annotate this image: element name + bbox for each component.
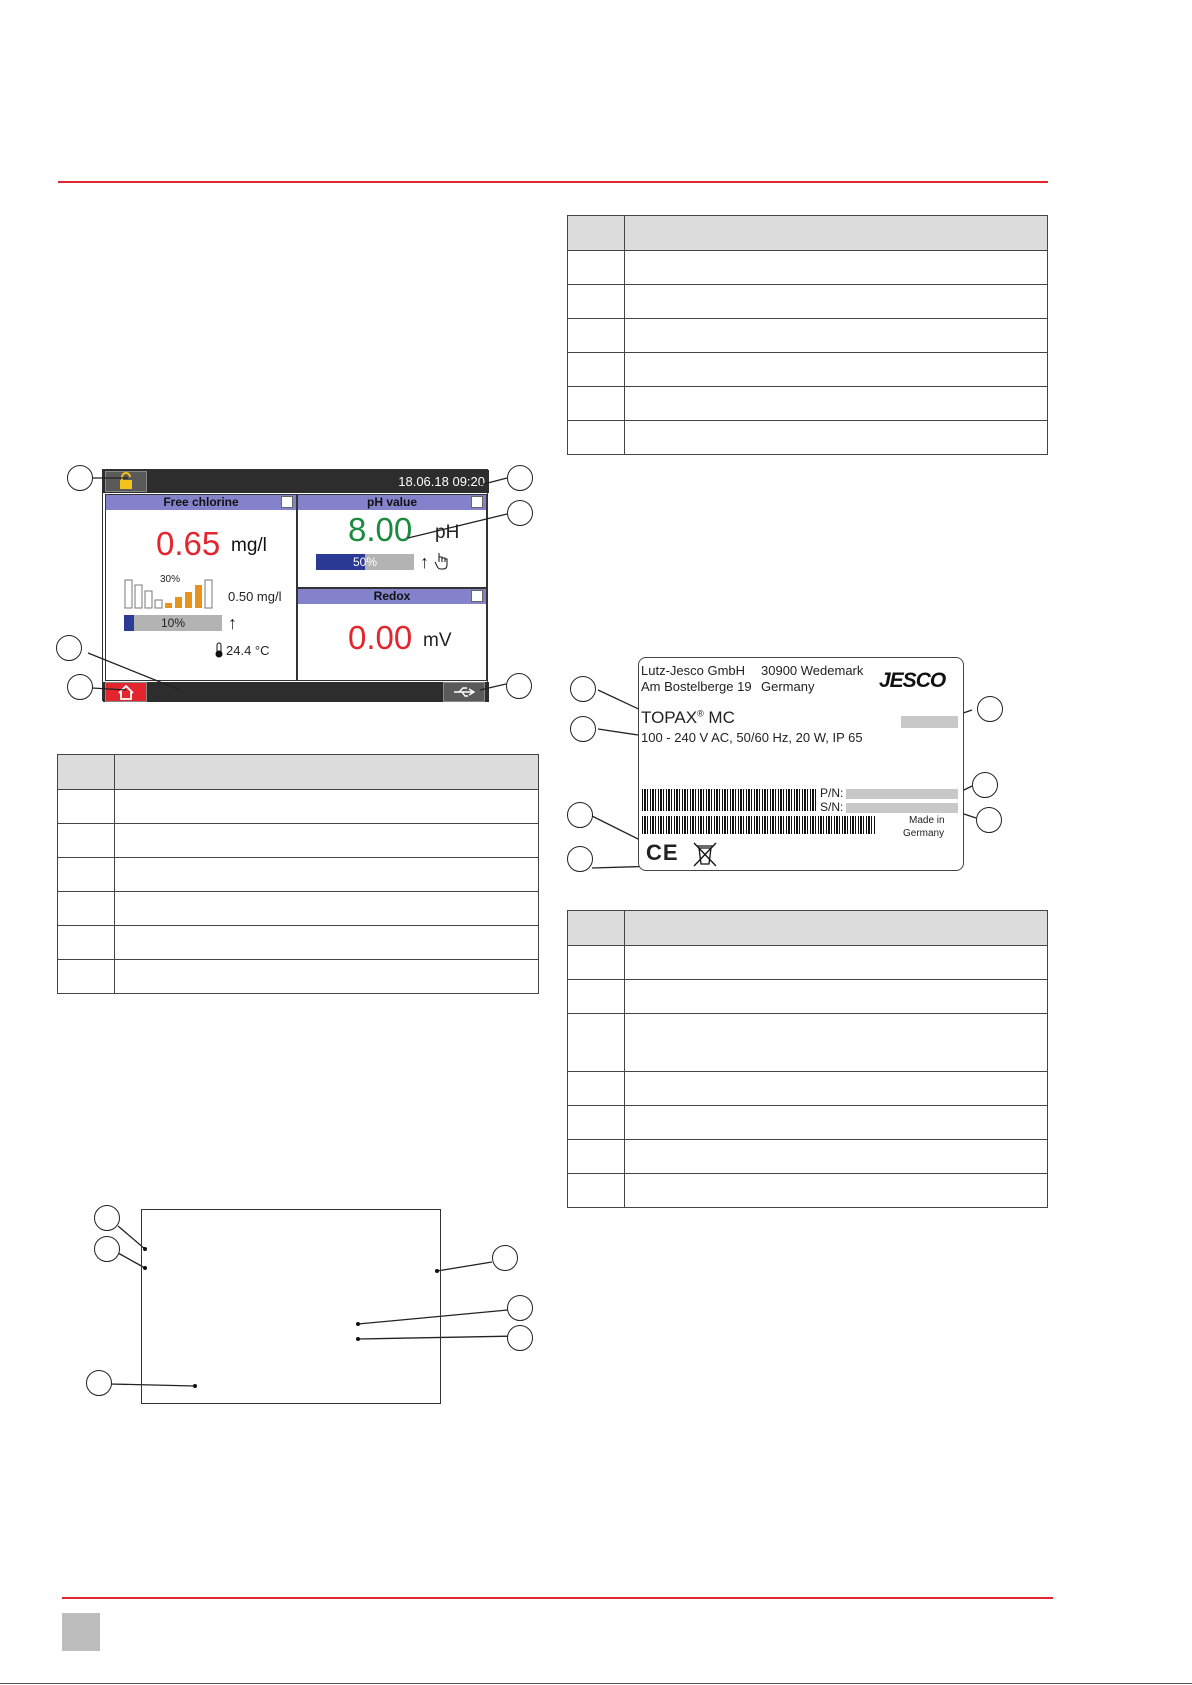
callout-marker <box>507 465 533 491</box>
chlorine-unit: mg/l <box>231 535 267 556</box>
ph-value: 8.00 <box>348 511 413 548</box>
callout-marker <box>507 500 533 526</box>
callout-marker <box>507 1295 533 1321</box>
company-name: Lutz-Jesco GmbH <box>641 663 746 678</box>
callout-marker <box>976 807 1002 833</box>
callout-dot <box>435 1269 439 1273</box>
field-blank <box>901 716 958 728</box>
callout-dot <box>356 1337 360 1341</box>
output-label: 10% <box>160 616 186 630</box>
ce-mark: CE <box>646 840 679 865</box>
callout-marker <box>567 802 593 828</box>
arrow-up-icon: ↑ <box>420 552 429 572</box>
product-name <box>641 708 735 728</box>
callout-dot <box>356 1322 360 1326</box>
made-in: Made in <box>909 815 945 826</box>
type-plate <box>638 657 964 871</box>
callout-marker <box>570 716 596 742</box>
page-bottom-edge <box>0 1683 1192 1684</box>
product-brand: TOPAX <box>641 708 698 727</box>
sn-label: S/N: <box>820 800 844 814</box>
panel-title: Free chlorine <box>106 495 296 510</box>
redox-unit: mV <box>423 630 452 651</box>
jesco-logo: JESCO <box>879 669 946 692</box>
temperature: 24.4 °C <box>226 643 270 658</box>
company-zip-city: 30900 Wedemark <box>761 663 864 678</box>
redox-value: 0.00 <box>348 619 413 656</box>
callout-marker <box>94 1236 120 1262</box>
registered-mark: ® <box>697 708 704 719</box>
barcode-1 <box>642 789 818 811</box>
trend-percent: 30% <box>160 574 181 585</box>
product-model: MC <box>703 708 735 727</box>
legend-table-display <box>57 754 539 994</box>
callout-marker <box>972 772 998 798</box>
callout-dot <box>143 1266 147 1270</box>
setpoint: 0.50 mg/l <box>228 589 282 604</box>
company-street: Am Bostelberge 19 <box>641 679 752 694</box>
callout-marker <box>507 1325 533 1351</box>
footer-rule <box>62 1597 1053 1599</box>
electrical-rating: 100 - 240 V AC, 50/60 Hz, 20 W, IP 65 <box>641 730 863 745</box>
callout-marker <box>492 1245 518 1271</box>
made-in-country: Germany <box>903 828 945 839</box>
callout-marker <box>570 676 596 702</box>
callout-dot <box>143 1247 147 1251</box>
callout-dot <box>193 1384 197 1388</box>
pn-field <box>846 789 958 799</box>
callout-marker <box>67 674 93 700</box>
page-number-box <box>62 1613 100 1651</box>
output-label: 50% <box>352 555 378 569</box>
panel-title: Redox <box>298 589 486 604</box>
legend-table-type-plate <box>567 910 1048 1208</box>
barcode-2 <box>642 816 876 834</box>
sn-field <box>846 803 958 813</box>
callout-marker <box>94 1205 120 1231</box>
company-country: Germany <box>761 679 815 694</box>
arrow-up-icon: ↑ <box>228 613 237 633</box>
weee-bin-icon <box>691 840 719 868</box>
panel-title: pH value <box>298 495 486 510</box>
datetime: 18.06.18 09:20 <box>398 474 485 489</box>
chlorine-value: 0.65 <box>156 525 221 562</box>
callout-marker <box>67 465 93 491</box>
callout-marker <box>56 635 82 661</box>
callout-marker <box>506 673 532 699</box>
pn-label: P/N: <box>820 786 844 800</box>
callout-marker <box>86 1370 112 1396</box>
callout-marker <box>977 696 1003 722</box>
ph-unit: pH <box>435 522 460 543</box>
blank-figure <box>141 1209 441 1404</box>
callout-marker <box>567 846 593 872</box>
